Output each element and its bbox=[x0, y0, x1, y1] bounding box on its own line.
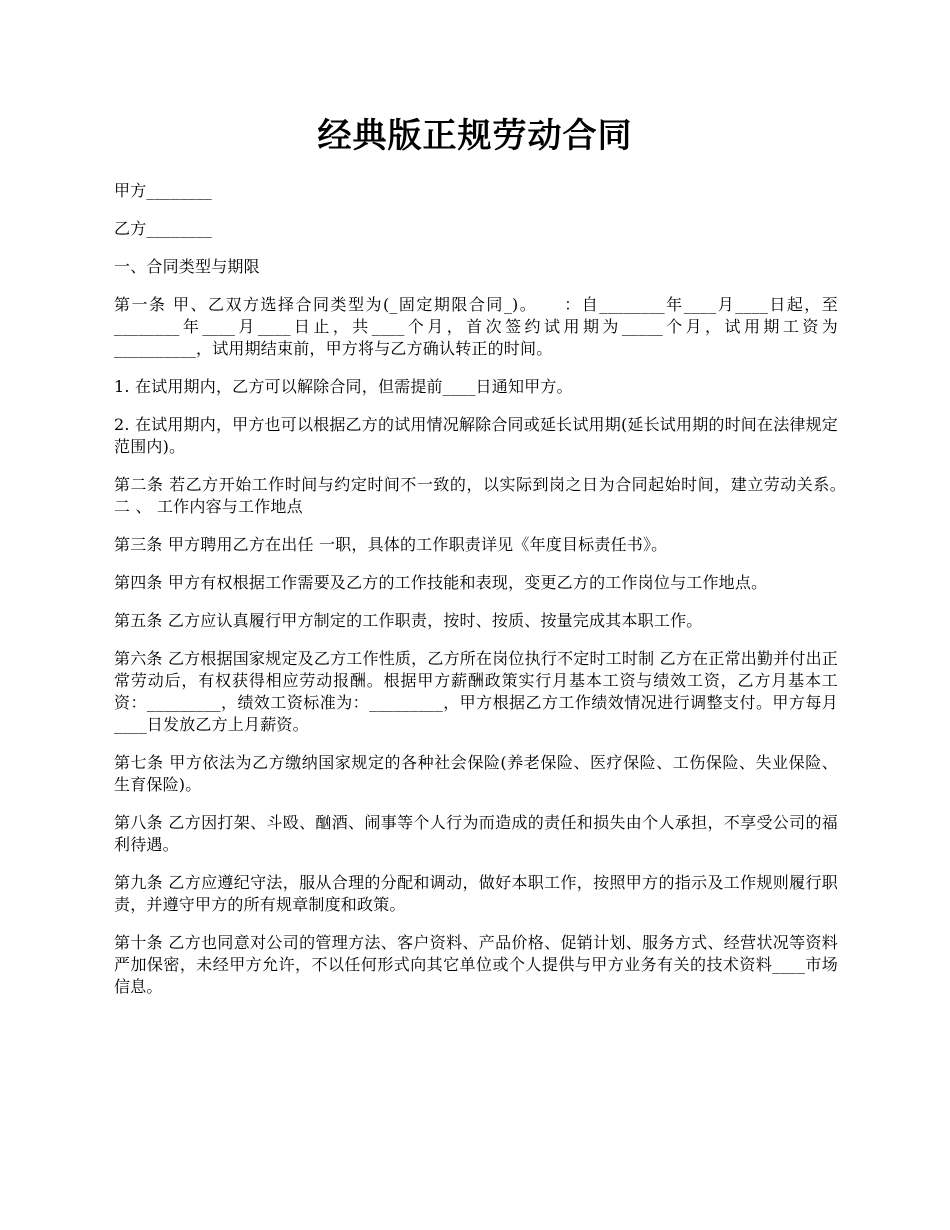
article-1-item-2: 2. 在试用期内，甲方也可以根据乙方的试用情况解除合同或延长试用期(延长试用期的时间在法律规定范围内)。 bbox=[114, 415, 838, 456]
document-title: 经典版正规劳动合同 bbox=[317, 116, 633, 156]
document-body bbox=[114, 180, 871, 1014]
article-5: 第五条 乙方应认真履行甲方制定的工作职责，按时、按质、按量完成其本职工作。 bbox=[114, 611, 703, 630]
article-6: 第六条 乙方根据国家规定及乙方工作性质，乙方所在岗位执行不定时工时制 乙方在正常出勤并付出正常劳动后，有权获得相应劳动报酬。根据甲方薪酬政策实行月基本工资与绩效工资，乙方月基本工资：_________，绩效工资标准为：_________，甲方根据乙方工作绩效情况进行调整支付。甲方每月____日发放乙方上月薪资。 bbox=[114, 649, 838, 734]
party-a-line: 甲方________ bbox=[114, 181, 213, 200]
article-10: 第十条 乙方也同意对公司的管理方法、客户资料、产品价格、促销计划、服务方式、经营状况等资料严加保密，未经甲方允许，不以任何形式向其它单位或个人提供与甲方业务有关的技术资料____市场信息。 bbox=[114, 933, 838, 996]
article-3: 第三条 甲方聘用乙方在出任 一职，具体的工作职责详见《年度目标责任书》。 bbox=[114, 535, 668, 554]
article-8: 第八条 乙方因打架、斗殴、酗酒、闹事等个人行为而造成的责任和损失由个人承担，不享受公司的福利待遇。 bbox=[114, 813, 838, 854]
article-9: 第九条 乙方应遵纪守法，服从合理的分配和调动，做好本职工作，按照甲方的指示及工作规则履行职责，并遵守甲方的所有规章制度和政策。 bbox=[114, 873, 838, 914]
section-heading-contract-type: 一、合同类型与期限 bbox=[114, 257, 260, 276]
article-4: 第四条 甲方有权根据工作需要及乙方的工作技能和表现，变更乙方的工作岗位与工作地点。 bbox=[114, 573, 768, 592]
article-1: 第一条 甲、乙双方选择合同类型为(_固定期限合同_)。 ：自________年____月____日起，至________年____月____日止，共____个月，首次签约试用期为_____个月，试用期工资为__________，试用期结束前，甲方将与乙方确认转正的时间。 bbox=[114, 295, 838, 358]
article-2: 第二条 若乙方开始工作时间与约定时间不一致的，以实际到岗之日为合同起始时间，建立劳动关系。 二 、 工作内容与工作地点 bbox=[114, 475, 871, 516]
article-7: 第七条 甲方依法为乙方缴纳国家规定的各种社会保险(养老保险、医疗保险、工伤保险、失业保险、生育保险)。 bbox=[114, 753, 838, 794]
party-b-line: 乙方________ bbox=[114, 219, 213, 238]
article-1-item-1: 1. 在试用期内，乙方可以解除合同，但需提前____日通知甲方。 bbox=[114, 377, 573, 396]
